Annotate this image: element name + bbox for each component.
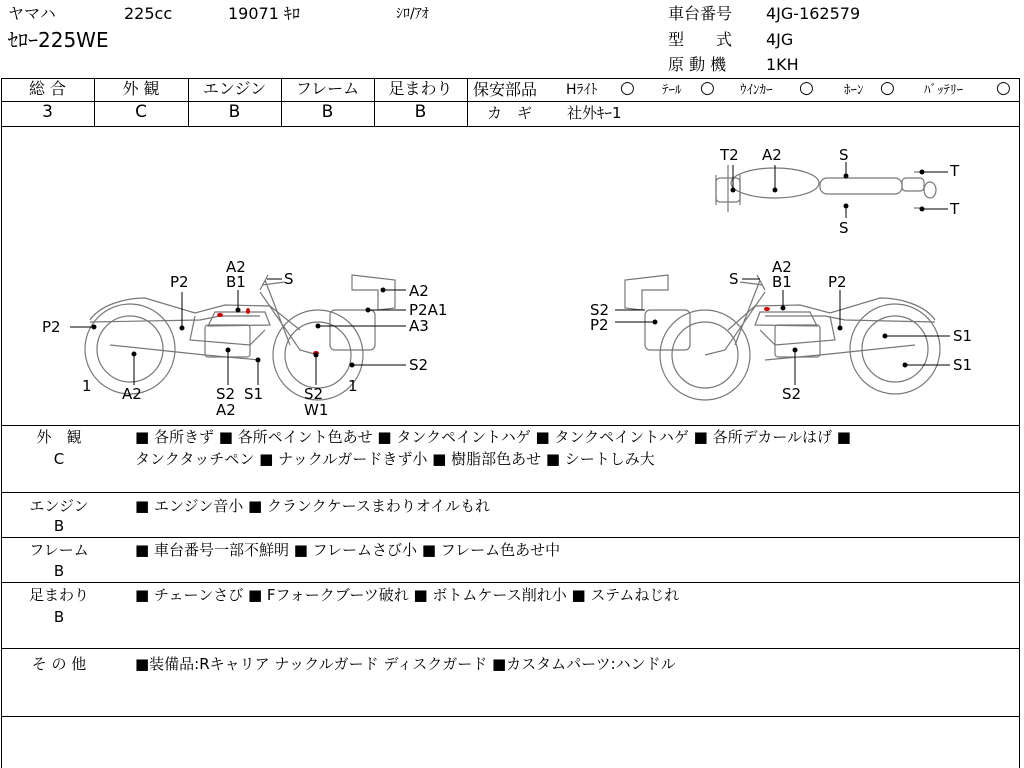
- section-title: エンジン: [29, 497, 89, 515]
- diagram-label: A2: [122, 385, 142, 403]
- diagram-label: S2: [409, 356, 429, 374]
- divider-frame: [1, 582, 1019, 583]
- section-grade: B: [53, 608, 65, 626]
- tail-check: ○: [700, 78, 715, 98]
- diagram-label: S: [839, 219, 849, 237]
- exterior-label: 外 観: [122, 79, 160, 98]
- frame-no: 4JG-162579: [766, 4, 861, 23]
- engine-label: 原 動 機: [668, 55, 727, 74]
- frame-no-label: 車台番号: [668, 4, 733, 23]
- diagram-label: A2: [216, 401, 236, 419]
- diagram-label: S1: [244, 385, 264, 403]
- engine-value: 1KH: [766, 55, 799, 74]
- diagram-label: P2: [590, 316, 609, 334]
- winker-label: ｳｲﾝｶｰ: [740, 83, 773, 98]
- diagram-label: S2: [782, 385, 802, 403]
- diagram-label: S1: [953, 356, 973, 374]
- overall-label: 総 合: [28, 79, 67, 98]
- section-title: そ の 他: [31, 655, 87, 673]
- diagram-label: S2: [304, 385, 324, 403]
- diagram-label: A2: [226, 258, 246, 276]
- displacement: 225cc: [124, 4, 173, 23]
- divider-suspension: [1, 648, 1019, 649]
- safety-label: 保安部品: [473, 80, 538, 99]
- diagram-label: B1: [772, 273, 792, 291]
- key-value: 社外ｷｰ1: [567, 104, 622, 122]
- headlight-label: Hﾗｲﾄ: [566, 82, 598, 98]
- diagram-label: A3: [409, 317, 429, 335]
- exterior-grade: C: [135, 102, 147, 122]
- diagram-label: 1: [348, 377, 358, 395]
- diagram-label: S: [839, 146, 849, 164]
- horn-check: ○: [880, 78, 895, 98]
- section-title: 足まわり: [28, 586, 89, 604]
- section-title: 外 観: [36, 428, 82, 446]
- key-label: カ ギ: [487, 104, 533, 122]
- maker: ヤマハ: [8, 4, 56, 23]
- color: ｼﾛ/ｱｵ: [396, 6, 429, 22]
- type-label: 型 式: [668, 30, 733, 49]
- section-grade: C: [53, 450, 65, 468]
- section-text: ■ エンジン音小 ■ クランクケースまわりオイルもれ: [135, 497, 491, 515]
- diagram-label: S: [284, 270, 294, 288]
- diagram-label: A2: [409, 282, 429, 300]
- diagram-label: A2: [762, 146, 782, 164]
- diagram-label: S1: [953, 327, 973, 345]
- bike-top-view: [716, 165, 936, 212]
- diagram-label: T2: [720, 146, 739, 164]
- section-text: ■ 各所きず ■ 各所ペイント色あせ ■ タンクペイントハゲ ■ タンクペイントハゲ ■ 各所デカールはげ ■: [135, 428, 851, 446]
- diagram-label: 1: [82, 377, 92, 395]
- diagram-label: A2: [772, 258, 792, 276]
- headlight-check: ○: [620, 78, 635, 98]
- engine-grade-label: エンジン: [202, 79, 267, 98]
- diagram-label: S: [729, 270, 739, 288]
- section-text: タンクタッチペン ■ ナックルガードきず小 ■ 樹脂部色あせ ■ シートしみ大: [135, 450, 655, 468]
- divider-exterior: [1, 492, 1019, 493]
- frame-grade: B: [321, 102, 334, 122]
- type-value: 4JG: [766, 30, 794, 49]
- suspension-grade: B: [414, 102, 427, 122]
- overall-grade: 3: [42, 102, 53, 122]
- horn-label: ﾎｰﾝ: [844, 83, 864, 98]
- divider-other: [1, 716, 1019, 717]
- model-name: ｾﾛｰ225WE: [8, 28, 109, 52]
- diagram-label: P2A1: [409, 301, 448, 319]
- diagram-label: S2: [216, 385, 236, 403]
- section-text: ■ 車台番号一部不鮮明 ■ フレームさび小 ■ フレーム色あせ中: [135, 541, 561, 559]
- suspension-grade-label: 足まわり: [388, 79, 453, 98]
- winker-check: ○: [799, 78, 814, 98]
- diagram-label: P2: [42, 318, 61, 336]
- engine-grade: B: [228, 102, 241, 122]
- section-title: フレーム: [29, 541, 89, 559]
- diagram-label: B1: [226, 273, 246, 291]
- tail-label: ﾃｰﾙ: [662, 83, 682, 98]
- mileage: 19071 ｷﾛ: [228, 4, 300, 23]
- diagram-label: P2: [170, 273, 189, 291]
- diagram-label: W1: [304, 401, 329, 419]
- frame-grade-label: フレーム: [295, 79, 360, 98]
- section-text: ■装備品:Rキャリア ナックルガード ディスクガード ■カスタムパーツ:ハンドル: [135, 655, 676, 673]
- battery-label: ﾊﾞｯﾃﾘｰ: [924, 83, 963, 98]
- divider-engine: [1, 537, 1019, 538]
- leader-lines: [70, 162, 950, 385]
- diagram-label: T: [950, 200, 960, 218]
- section-grade: B: [53, 562, 65, 580]
- section-grade: B: [53, 517, 65, 535]
- section-text: ■ チェーンさび ■ Fフォークブーツ破れ ■ ボトムケース削れ小 ■ ステムねじれ: [135, 586, 680, 604]
- battery-check: ○: [996, 78, 1011, 98]
- diagram-label: S2: [590, 301, 610, 319]
- diagram-label: T: [950, 162, 960, 180]
- diagram-label: P2: [828, 273, 847, 291]
